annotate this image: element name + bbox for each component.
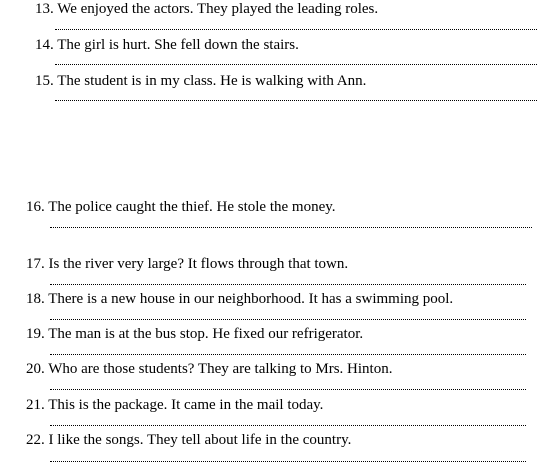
exercise-prompt (35, 0, 378, 18)
exercise-sentence: Who are those students? They are talking to Mrs. Hinton. (48, 361, 393, 377)
exercise-prompt (26, 290, 453, 308)
exercise-sentence: I like the songs. They tell about life in the country. (48, 432, 352, 448)
exercise-prompt (35, 72, 366, 90)
answer-line[interactable] (55, 64, 537, 65)
exercise-sentence: There is a new house in our neighborhood. It has a swimming pool. (48, 291, 454, 307)
answer-line[interactable] (50, 389, 526, 390)
exercise-number: 20. (26, 361, 45, 377)
answer-line[interactable] (50, 284, 526, 285)
answer-line[interactable] (50, 227, 532, 228)
exercise-sentence: The girl is hurt. She fell down the stairs. (57, 37, 299, 53)
exercise-prompt (26, 325, 363, 343)
exercise-number: 16. (26, 199, 45, 215)
exercise-number: 17. (26, 256, 45, 272)
answer-line[interactable] (55, 29, 537, 30)
answer-line[interactable] (55, 100, 537, 101)
exercise-sentence: This is the package. It came in the mail today. (48, 397, 324, 413)
exercise-sentence: We enjoyed the actors. They played the leading roles. (57, 1, 379, 17)
answer-line[interactable] (50, 354, 526, 355)
exercise-prompt (26, 198, 336, 216)
exercise-number: 13. (35, 1, 54, 17)
exercise-number: 22. (26, 432, 45, 448)
answer-line[interactable] (50, 319, 526, 320)
exercise-sentence: The man is at the bus stop. He fixed our refrigerator. (48, 326, 364, 342)
exercise-prompt (26, 396, 323, 414)
exercise-number: 15. (35, 73, 54, 89)
exercise-number: 21. (26, 397, 45, 413)
answer-line[interactable] (50, 461, 526, 462)
exercise-sentence: The student is in my class. He is walking with Ann. (57, 73, 367, 89)
exercise-sentence: Is the river very large? It flows through that town. (48, 256, 349, 272)
exercise-prompt (35, 36, 299, 54)
exercise-sentence: The police caught the thief. He stole the money. (48, 199, 336, 215)
exercise-prompt (26, 431, 351, 449)
answer-line[interactable] (50, 425, 526, 426)
exercise-number: 19. (26, 326, 45, 342)
exercise-prompt (26, 255, 348, 273)
exercise-number: 14. (35, 37, 54, 53)
exercise-prompt (26, 360, 392, 378)
exercise-number: 18. (26, 291, 45, 307)
